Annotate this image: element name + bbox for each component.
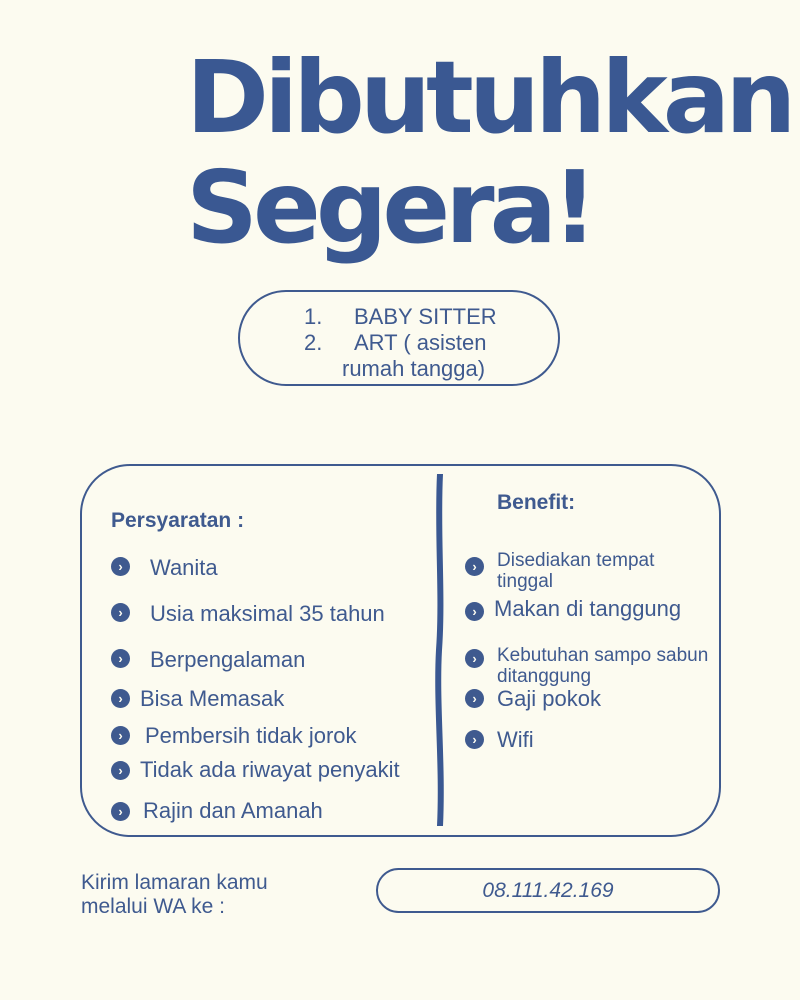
benefit-item-cont: tinggal [497,571,553,592]
wavy-divider [435,474,445,826]
chevron-right-circle-icon: › [111,649,130,668]
requirements-title: Persyaratan : [111,509,245,532]
chevron-right-circle-icon: › [111,761,130,780]
headline-line-1: Dibutuhkan [186,39,792,156]
phone-box[interactable] [376,868,720,913]
position-2-number: 2. [304,330,323,355]
benefit-item: Disediakan tempat [497,550,655,571]
chevron-right-circle-icon: › [111,557,130,576]
benefit-item: Wifi [497,727,534,752]
position-1-number: 1. [304,304,323,329]
benefit-item: Makan di tanggung [494,596,682,621]
requirement-item: Pembersih tidak jorok [145,723,357,748]
chevron-right-circle-icon: › [111,726,130,745]
requirement-item: Bisa Memasak [140,686,285,711]
requirement-item: Tidak ada riwayat penyakit [140,757,400,782]
benefit-item-cont: ditanggung [497,666,592,687]
chevron-right-circle-icon: › [111,603,130,622]
benefit-item: Kebutuhan sampo sabun [497,645,709,666]
requirement-item: Usia maksimal 35 tahun [150,601,385,626]
contact-text-line-2: melalui WA ke : [81,895,225,918]
chevron-right-circle-icon: › [111,802,130,821]
chevron-right-circle-icon: › [465,689,484,708]
phone-number[interactable]: 08.111.42.169 [482,879,614,902]
benefit-item: Gaji pokok [497,686,601,711]
chevron-right-circle-icon: › [465,649,484,668]
chevron-right-circle-icon: › [465,557,484,576]
chevron-right-circle-icon: › [465,730,484,749]
chevron-right-circle-icon: › [465,602,484,621]
position-2-label-cont: rumah tangga) [342,356,486,381]
requirement-item: Wanita [150,555,218,580]
position-1-label: BABY SITTER [354,304,497,329]
contact-text-line-1: Kirim lamaran kamu [81,871,268,894]
positions-box [238,290,560,386]
requirement-item: Berpengalaman [150,647,306,672]
position-2-label: ART ( asisten [354,330,487,355]
chevron-right-circle-icon: › [111,689,130,708]
benefits-title: Benefit: [497,491,576,514]
requirement-item: Rajin dan Amanah [143,798,323,823]
headline-line-2: Segera! [186,149,593,266]
